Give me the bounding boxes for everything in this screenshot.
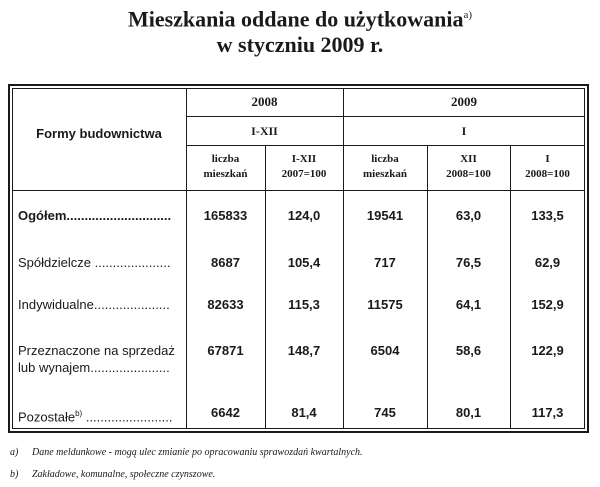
- col-header-2009-count: [343, 152, 427, 182]
- col-header-2009-xii-index: [427, 152, 510, 182]
- col-header-line: liczba: [371, 153, 399, 165]
- col-header-line: 2007=100: [281, 168, 327, 180]
- table-cell: 62,9: [534, 255, 561, 270]
- title-footnote-marker: a): [463, 9, 473, 21]
- footnote-a: [10, 446, 363, 459]
- col-header-2008-count: [186, 152, 265, 182]
- col-header-line: mieszkań: [203, 168, 248, 180]
- divider-2009-col-1: [427, 145, 428, 429]
- table-cell: 63,0: [455, 208, 482, 223]
- col-header-line: I: [545, 153, 550, 165]
- divider-2008-columns: [265, 145, 266, 429]
- col-header-line: mieszkań: [363, 168, 407, 180]
- table-cell: 115,3: [288, 297, 320, 312]
- row-label-total: Ogółem.............................: [18, 208, 172, 223]
- table-cell: 67871: [207, 343, 244, 358]
- title-line-1: Mieszkania oddane do użytkowania: [127, 6, 464, 32]
- table-cell: 165833: [203, 208, 248, 223]
- table-cell: 58,6: [455, 343, 482, 358]
- year-2009-header: 2009: [451, 94, 477, 109]
- col-header-2009-i-index: [510, 152, 585, 182]
- table-cell: 122,9: [531, 343, 564, 358]
- row-label-line: Przeznaczone na sprzedaż: [18, 343, 175, 358]
- footnote-mark: a): [10, 447, 19, 458]
- row-label-dots: ........................: [82, 409, 173, 425]
- footnote-mark: b): [10, 469, 19, 480]
- col-header-line: XII: [460, 153, 477, 165]
- row-header-label: Formy budownictwa: [36, 126, 162, 141]
- divider-period-row: [186, 145, 585, 146]
- table-cell: 133,5: [531, 208, 564, 223]
- period-2008-header: I-XII: [251, 124, 278, 138]
- col-header-line: liczba: [211, 153, 240, 165]
- page-title: [0, 2, 600, 58]
- footnote-text: Dane meldunkowe - mogą ulec zmianie po opracowaniu sprawozdań kwartalnych.: [32, 447, 363, 458]
- table-cell: 6504: [370, 343, 400, 358]
- title-line-2: w styczniu 2009 r.: [216, 32, 384, 58]
- divider-header-body: [12, 190, 585, 191]
- divider-2009-col-2: [510, 145, 511, 429]
- col-header-2008-index: [265, 152, 343, 182]
- row-label-cooperative: Spółdzielcze .....................: [18, 255, 171, 270]
- table-cell: 11575: [367, 297, 403, 312]
- table-cell: 117,3: [531, 405, 564, 420]
- period-2009-header: I: [461, 124, 467, 138]
- table-cell: 124,0: [287, 208, 321, 223]
- table-cell: 19541: [366, 208, 404, 223]
- table-cell: 148,7: [287, 343, 321, 358]
- table-cell: 76,5: [455, 255, 482, 270]
- row-label-for-sale: [18, 342, 175, 376]
- col-header-line: 2008=100: [446, 168, 491, 180]
- table-cell: 152,9: [531, 297, 564, 312]
- row-label-footnote-marker: b): [75, 409, 83, 418]
- col-header-line: I-XII: [291, 153, 317, 165]
- col-header-line: 2008=100: [525, 168, 570, 180]
- table-cell: 745: [374, 405, 396, 420]
- divider-year-row: [186, 116, 585, 117]
- table-cell: 717: [374, 255, 396, 270]
- table-cell: 64,1: [455, 297, 482, 312]
- table-cell: 80,1: [455, 405, 482, 420]
- row-label-text: Pozostałe: [18, 409, 76, 425]
- footnote-b: [10, 468, 215, 481]
- table-cell: 81,4: [291, 405, 317, 420]
- row-label-other: [18, 405, 173, 425]
- table-cell: 105,4: [287, 255, 321, 270]
- table-cell: 8687: [211, 255, 240, 270]
- footnote-text: Zakładowe, komunalne, społeczne czynszowe.: [32, 469, 216, 480]
- table-cell: 6642: [211, 405, 240, 420]
- year-2008-header: 2008: [251, 94, 278, 109]
- row-label-individual: Indywidualne.....................: [18, 297, 170, 312]
- row-label-line: lub wynajem......................: [18, 360, 170, 375]
- table-cell: 82633: [207, 297, 244, 312]
